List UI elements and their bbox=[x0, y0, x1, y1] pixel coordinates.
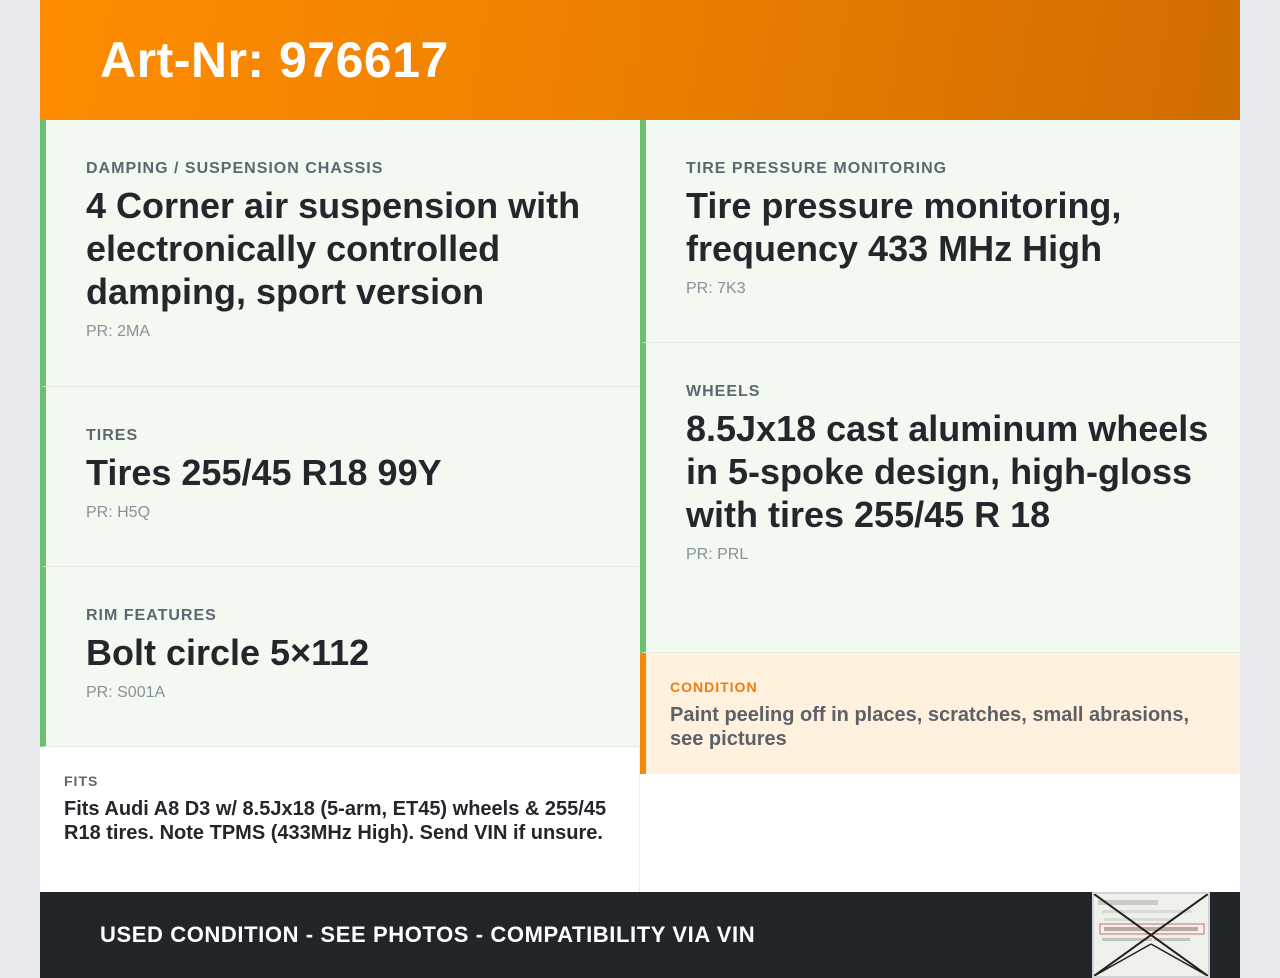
spec-pr-code: PR: PRL bbox=[686, 546, 749, 563]
spec-card-suspension bbox=[40, 120, 640, 387]
spec-pr-code: PR: 2MA bbox=[86, 323, 151, 340]
spec-grid bbox=[40, 120, 1240, 892]
spec-title: 4 Corner air suspension with electronically controlled damping, sport version bbox=[86, 185, 581, 312]
spec-card-tires bbox=[40, 387, 640, 567]
spec-card-tire-pressure bbox=[640, 120, 1240, 343]
spec-title: Tire pressure monitoring, frequency 433 MHz High bbox=[686, 185, 1122, 269]
product-sheet bbox=[40, 0, 1240, 978]
condition-label: CONDITION bbox=[670, 679, 758, 695]
spec-pr-code: PR: H5Q bbox=[86, 504, 151, 521]
footer-text: USED CONDITION - SEE PHOTOS - COMPATIBILITY VIA VIN bbox=[100, 922, 756, 947]
vin-document-thumbnail-graphic bbox=[1094, 894, 1208, 976]
spec-title: Tires 255/45 R18 99Y bbox=[86, 452, 442, 493]
footer-bar bbox=[40, 892, 1240, 978]
spec-label: DAMPING / SUSPENSION CHASSIS bbox=[86, 160, 384, 177]
fits-label: FITS bbox=[64, 773, 99, 789]
spec-label: WHEELS bbox=[686, 383, 761, 400]
spec-label: RIM FEATURES bbox=[86, 607, 217, 624]
fits-text: Fits Audi A8 D3 w/ 8.5Jx18 (5-arm, ET45) wheels & 255/45 R18 tires. Note TPMS (433MHz High). Send VIN if unsure. bbox=[64, 798, 607, 844]
spec-card-rim-features bbox=[40, 567, 640, 747]
spec-label: TIRE PRESSURE MONITORING bbox=[686, 160, 948, 177]
header-bar bbox=[40, 0, 1240, 120]
article-number-title: Art-Nr: 976617 bbox=[100, 32, 449, 88]
spec-card-wheels bbox=[640, 343, 1240, 653]
condition-text: Paint peeling off in places, scratches, small abrasions, see pictures bbox=[670, 704, 1190, 750]
fits-section bbox=[40, 747, 640, 892]
spec-pr-code: PR: S001A bbox=[86, 684, 166, 701]
spec-title: Bolt circle 5×112 bbox=[86, 632, 370, 673]
spec-title: 8.5Jx18 cast aluminum wheels in 5-spoke design, high-gloss with tires 255/45 R 18 bbox=[686, 408, 1209, 535]
vin-document-thumbnail-icon[interactable] bbox=[1092, 892, 1210, 978]
spec-label: TIRES bbox=[86, 427, 139, 444]
condition-section bbox=[640, 653, 1240, 774]
spec-pr-code: PR: 7K3 bbox=[686, 280, 746, 297]
